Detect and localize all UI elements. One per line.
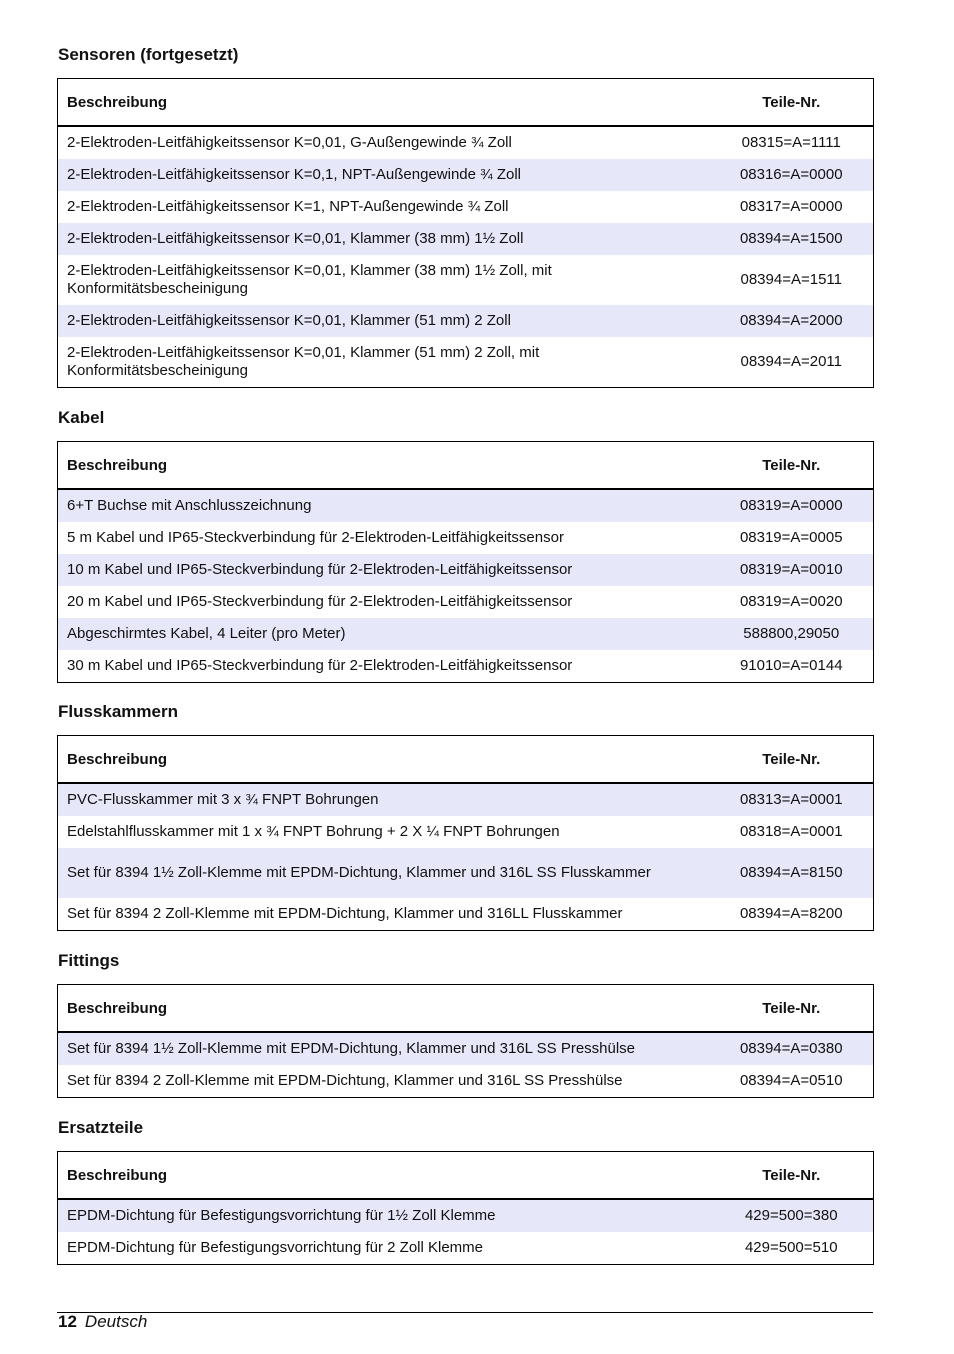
kabel-table (57, 441, 874, 683)
table-header-row (58, 1152, 874, 1200)
footer-divider (57, 1312, 873, 1313)
table-row (58, 783, 874, 816)
row-description: 10 m Kabel und IP65-Steckverbindung für 2-Elektroden-Leitfähigkeitssensor (58, 554, 710, 586)
table-row (58, 337, 874, 388)
section-title-sensoren: Sensoren (fortgesetzt) (58, 45, 239, 64)
section-title-flusskammern: Flusskammern (58, 702, 178, 721)
table-row (58, 650, 874, 683)
table-row (58, 816, 874, 848)
table-row (58, 1032, 874, 1065)
row-part-number: 08394=A=8200 (710, 898, 874, 931)
table-row (58, 618, 874, 650)
row-part-number: 08394=A=0380 (710, 1032, 874, 1065)
row-description: Abgeschirmtes Kabel, 4 Leiter (pro Meter) (58, 618, 710, 650)
table-row (58, 191, 874, 223)
row-description: Set für 8394 1½ Zoll-Klemme mit EPDM-Dichtung, Klammer und 316L SS Flusskammer (58, 848, 710, 898)
row-part-number: 08313=A=0001 (710, 783, 874, 816)
row-part-number: 08319=A=0005 (710, 522, 874, 554)
row-part-number: 08394=A=1511 (710, 255, 874, 305)
row-description: Set für 8394 2 Zoll-Klemme mit EPDM-Dichtung, Klammer und 316L SS Presshülse (58, 1065, 710, 1098)
row-description: 20 m Kabel und IP65-Steckverbindung für 2-Elektroden-Leitfähigkeitssensor (58, 586, 710, 618)
column-header-description: Beschreibung (58, 79, 710, 127)
row-part-number: 08319=A=0010 (710, 554, 874, 586)
table-header-row (58, 736, 874, 784)
row-description: 2-Elektroden-Leitfähigkeitssensor K=0,01, G-Außengewinde ¾ Zoll (58, 126, 710, 159)
table-header-row (58, 985, 874, 1033)
table-row (58, 255, 874, 305)
row-description: 2-Elektroden-Leitfähigkeitssensor K=0,1, NPT-Außengewinde ¾ Zoll (58, 159, 710, 191)
table-header-row (58, 442, 874, 490)
column-header-part-number: Teile-Nr. (710, 79, 874, 127)
row-description: EPDM-Dichtung für Befestigungsvorrichtung für 1½ Zoll Klemme (58, 1199, 710, 1232)
row-part-number: 08394=A=8150 (710, 848, 874, 898)
column-header-description: Beschreibung (58, 442, 710, 490)
row-part-number: 08318=A=0001 (710, 816, 874, 848)
section-title-ersatzteile: Ersatzteile (58, 1118, 144, 1137)
table-row (58, 126, 874, 159)
row-description: 2-Elektroden-Leitfähigkeitssensor K=0,01, Klammer (38 mm) 1½ Zoll (58, 223, 710, 255)
row-description: 2-Elektroden-Leitfähigkeitssensor K=1, NPT-Außengewinde ¾ Zoll (58, 191, 710, 223)
table-row (58, 305, 874, 337)
row-description: 2-Elektroden-Leitfähigkeitssensor K=0,01, Klammer (51 mm) 2 Zoll (58, 305, 710, 337)
table-row (58, 848, 874, 898)
row-part-number: 08394=A=2000 (710, 305, 874, 337)
table-row (58, 489, 874, 522)
section-title-fittings: Fittings (58, 951, 120, 970)
row-part-number: 08394=A=2011 (710, 337, 874, 388)
table-row (58, 1065, 874, 1098)
row-description: EPDM-Dichtung für Befestigungsvorrichtung für 2 Zoll Klemme (58, 1232, 710, 1265)
row-description: Edelstahlflusskammer mit 1 x ¾ FNPT Bohrung + 2 X ¼ FNPT Bohrungen (58, 816, 710, 848)
column-header-description: Beschreibung (58, 736, 710, 784)
row-part-number: 08317=A=0000 (710, 191, 874, 223)
row-part-number: 08316=A=0000 (710, 159, 874, 191)
row-part-number: 91010=A=0144 (710, 650, 874, 683)
column-header-part-number: Teile-Nr. (710, 1152, 874, 1200)
row-part-number: 08319=A=0000 (710, 489, 874, 522)
row-description: 2-Elektroden-Leitfähigkeitssensor K=0,01, Klammer (51 mm) 2 Zoll, mit Konformitätsbescheinigung (58, 337, 710, 388)
column-header-description: Beschreibung (58, 985, 710, 1033)
row-part-number: 588800,29050 (710, 618, 874, 650)
row-part-number: 08394=A=1500 (710, 223, 874, 255)
row-description: 6+T Buchse mit Anschlusszeichnung (58, 489, 710, 522)
column-header-description: Beschreibung (58, 1152, 710, 1200)
table-row (58, 1199, 874, 1232)
row-description: 2-Elektroden-Leitfähigkeitssensor K=0,01, Klammer (38 mm) 1½ Zoll, mit Konformitätsbescheinigung (58, 255, 710, 305)
table-row (58, 898, 874, 931)
table-row (58, 554, 874, 586)
table-row (58, 522, 874, 554)
section-title-kabel: Kabel (58, 408, 105, 427)
page-footer (58, 1312, 147, 1332)
row-part-number: 08315=A=1111 (710, 126, 874, 159)
footer-language: Deutsch (84, 1312, 148, 1331)
row-description: 5 m Kabel und IP65-Steckverbindung für 2-Elektroden-Leitfähigkeitssensor (58, 522, 710, 554)
table-header-row (58, 79, 874, 127)
row-part-number: 08319=A=0020 (710, 586, 874, 618)
row-description: 30 m Kabel und IP65-Steckverbindung für 2-Elektroden-Leitfähigkeitssensor (58, 650, 710, 683)
fittings-table (57, 984, 874, 1098)
row-part-number: 429=500=510 (710, 1232, 874, 1265)
row-part-number: 429=500=380 (710, 1199, 874, 1232)
column-header-part-number: Teile-Nr. (710, 442, 874, 490)
table-row (58, 159, 874, 191)
flusskammern-table (57, 735, 874, 931)
sensoren-table (57, 78, 874, 388)
page-number: 12 (58, 1312, 77, 1331)
row-description: PVC-Flusskammer mit 3 x ¾ FNPT Bohrungen (58, 783, 710, 816)
row-description: Set für 8394 2 Zoll-Klemme mit EPDM-Dichtung, Klammer und 316LL Flusskammer (58, 898, 710, 931)
column-header-part-number: Teile-Nr. (710, 985, 874, 1033)
ersatzteile-table (57, 1151, 874, 1265)
row-description: Set für 8394 1½ Zoll-Klemme mit EPDM-Dichtung, Klammer und 316L SS Presshülse (58, 1032, 710, 1065)
row-part-number: 08394=A=0510 (710, 1065, 874, 1098)
table-row (58, 586, 874, 618)
column-header-part-number: Teile-Nr. (710, 736, 874, 784)
table-row (58, 223, 874, 255)
table-row (58, 1232, 874, 1265)
